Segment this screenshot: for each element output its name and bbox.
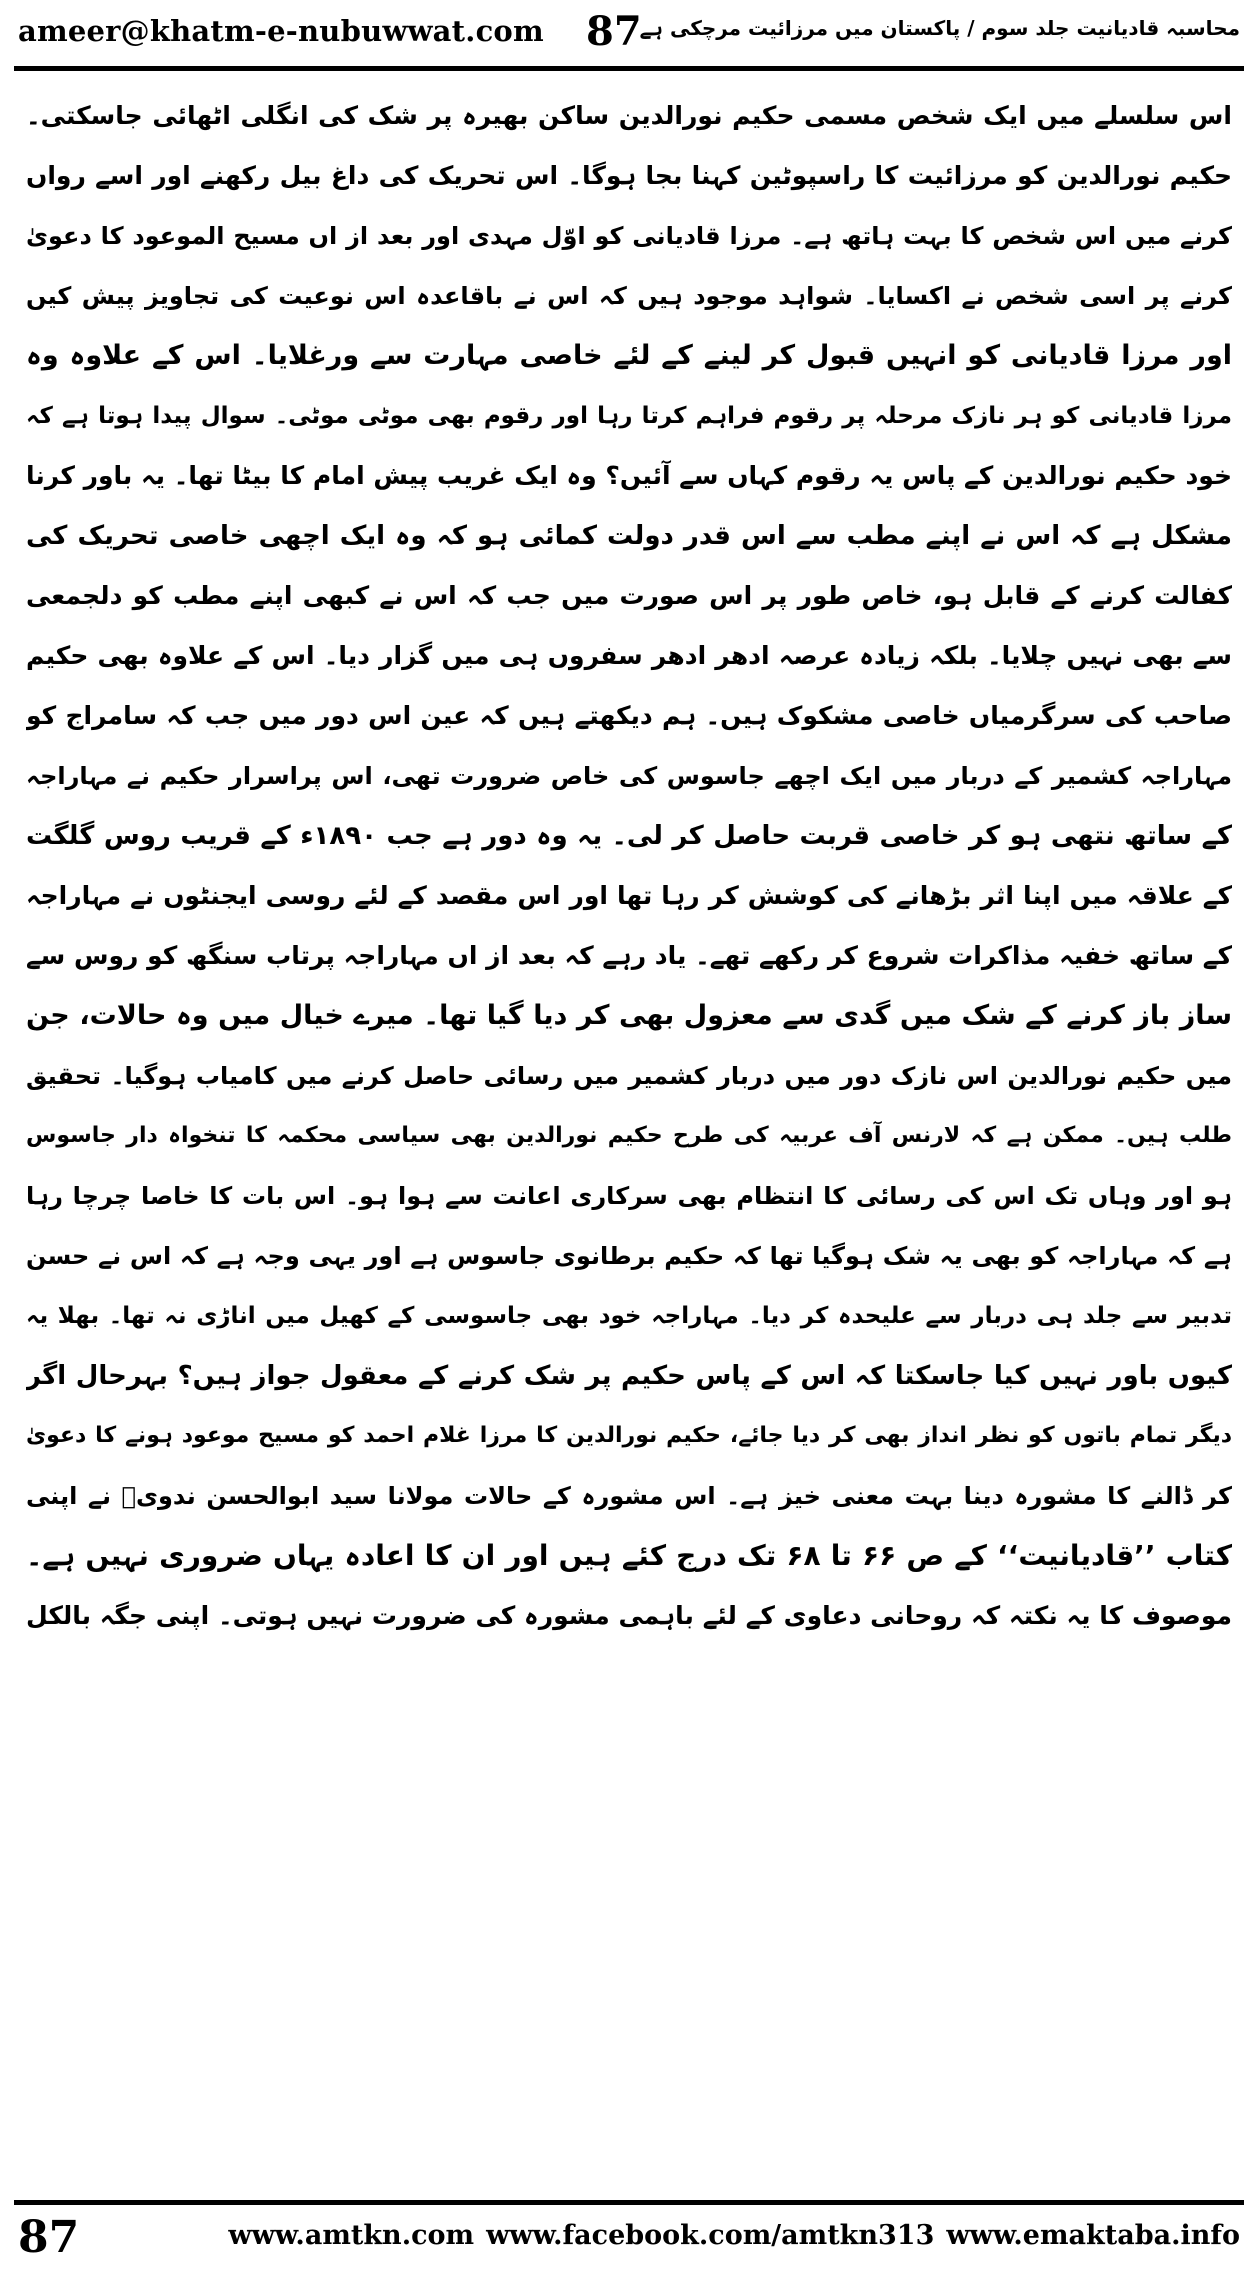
text-line: کرنے میں اس شخص کا بہت ہاتھ ہے۔ مرزا قادیانی کو اوّل مہدی اور بعد از اں مسیح الموعود کا دعویٰ [26,222,1232,250]
text-line: اور مرزا قادیانی کو انہیں قبول کر لینے کے لئے خاصی مہارت سے ورغلایا۔ اس کے علاوہ وہ [26,340,1232,371]
body-text [26,86,1232,1646]
text-line: مرزا قادیانی کو ہر نازک مرحلہ پر رقوم فراہم کرتا رہا اور رقوم بھی موٹی موٹی۔ سوال پیدا ہوتا ہے کہ [26,403,1232,429]
text-line: ہو اور وہاں تک اس کی رسائی کا انتظام بھی سرکاری اعانت سے ہوا ہو۔ اس بات کا خاصا چرچا رہا [26,1182,1232,1210]
text-line: کفالت کرنے کے قابل ہو، خاص طور پر اس صورت میں جب کہ اس نے کبھی اپنے مطب کو دلجمعی [26,581,1232,610]
text-line: کیوں باور نہیں کیا جاسکتا کہ اس کے پاس حکیم پر شک کرنے کے معقول جواز ہیں؟ بہرحال اگر [26,1361,1232,1391]
text-line: میں حکیم نورالدین اس نازک دور میں دربار کشمیر میں رسائی حاصل کرنے میں کامیاب ہوگیا۔ تحقیق [26,1062,1232,1090]
text-line: کرنے پر اسی شخص نے اکسایا۔ شواہد موجود ہیں کہ اس نے باقاعدہ اس نوعیت کی تجاویز پیش کیں [26,282,1232,310]
text-line: مشکل ہے کہ اس نے اپنے مطب سے اس قدر دولت کمائی ہو کہ وہ ایک اچھی خاصی تحریک کی [26,521,1232,551]
footer-page-number: 87 [18,2212,80,2263]
text-line: کے ساتھ خفیہ مذاکرات شروع کر رکھے تھے۔ یاد رہے کہ بعد از اں مہاراجہ پرتاب سنگھ کو روس سے [26,941,1232,970]
text-line: کتاب ’’قادیانیت‘‘ کے ص ۶۶ تا ۶۸ تک درج کئے ہیں اور ان کا اعادہ یہاں ضروری نہیں ہے۔ [26,1539,1232,1572]
footer-link[interactable]: www.amtkn.com [228,2220,475,2251]
page-footer [18,2210,1240,2270]
text-line: تدبیر سے جلد ہی دربار سے علیحدہ کر دیا۔ مہاراجہ خود بھی جاسوسی کے کھیل میں اناڑی نہ تھا۔ بھلا یہ [26,1303,1232,1329]
text-line: خود حکیم نورالدین کے پاس یہ رقوم کہاں سے آئیں؟ وہ ایک غریب پیش امام کا بیٹا تھا۔ یہ باور کرنا [26,461,1232,490]
text-line: صاحب کی سرگرمیاں خاصی مشکوک ہیں۔ ہم دیکھتے ہیں کہ عین اس دور میں جب کہ سامراج کو [26,701,1232,730]
text-line: دیگر تمام باتوں کو نظر انداز بھی کر دیا جائے، حکیم نورالدین کا مرزا غلام احمد کو مسیح موعود ہونے کا دعویٰ [26,1423,1232,1448]
text-line: طلب ہیں۔ ممکن ہے کہ لارنس آف عربیہ کی طرح حکیم نورالدین بھی سیاسی محکمہ کا تنخواہ دار جاسوس [26,1123,1232,1148]
text-line: ساز باز کرنے کے شک میں گدی سے معزول بھی کر دیا گیا تھا۔ میرے خیال میں وہ حالات، جن [26,1000,1232,1031]
text-line: کے علاقہ میں اپنا اثر بڑھانے کی کوشش کر رہا تھا اور اس مقصد کے لئے روسی ایجنٹوں نے مہاراجہ [26,881,1232,910]
text-line: کے ساتھ نتھی ہو کر خاصی قربت حاصل کر لی۔ یہ وہ دور ہے جب ۱۸۹۰ء کے قریب روس گلگت [26,821,1232,851]
footer-link[interactable]: www.facebook.com/amtkn313 [486,2220,935,2251]
text-line: موصوف کا یہ نکتہ کہ روحانی دعاوی کے لئے باہمی مشورہ کی ضرورت نہیں ہوتی۔ اپنی جگہ بالکل [26,1601,1232,1630]
text-line: حکیم نورالدین کو مرزائیت کا راسپوٹین کہنا بجا ہوگا۔ اس تحریک کی داغ بیل رکھنے اور اسے رواں [26,161,1232,190]
header-book-title: محاسبہ قادیانیت جلد سوم / پاکستان میں مرزائیت مرچکی ہے [639,16,1240,40]
text-line: ہے کہ مہاراجہ کو بھی یہ شک ہوگیا تھا کہ حکیم برطانوی جاسوس ہے اور یہی وجہ ہے کہ اس نے حسن [26,1242,1232,1270]
footer-divider [14,2200,1244,2205]
header-email: ameer@khatm-e-nubuwwat.com [18,14,544,48]
text-line: مہاراجہ کشمیر کے دربار میں ایک اچھے جاسوس کی خاص ضرورت تھی، اس پراسرار حکیم نے مہاراجہ [26,762,1232,790]
footer-link[interactable]: www.emaktaba.info [946,2220,1240,2251]
header-divider [14,66,1244,71]
page-header [18,8,1240,66]
header-page-number: 87 [586,8,642,55]
text-line: اس سلسلے میں ایک شخص مسمی حکیم نورالدین ساکن بھیرہ پر شک کی انگلی اٹھائی جاسکتی۔ [26,101,1232,130]
text-line: سے بھی نہیں چلایا۔ بلکہ زیادہ عرصہ ادھر ادھر سفروں ہی میں گزار دیا۔ اس کے علاوہ بھی حکیم [26,641,1232,670]
footer-links [108,2220,1240,2251]
text-line: کر ڈالنے کا مشورہ دینا بہت معنی خیز ہے۔ اس مشورہ کے حالات مولانا سید ابوالحسن ندویؒ نے اپنی [26,1482,1232,1510]
